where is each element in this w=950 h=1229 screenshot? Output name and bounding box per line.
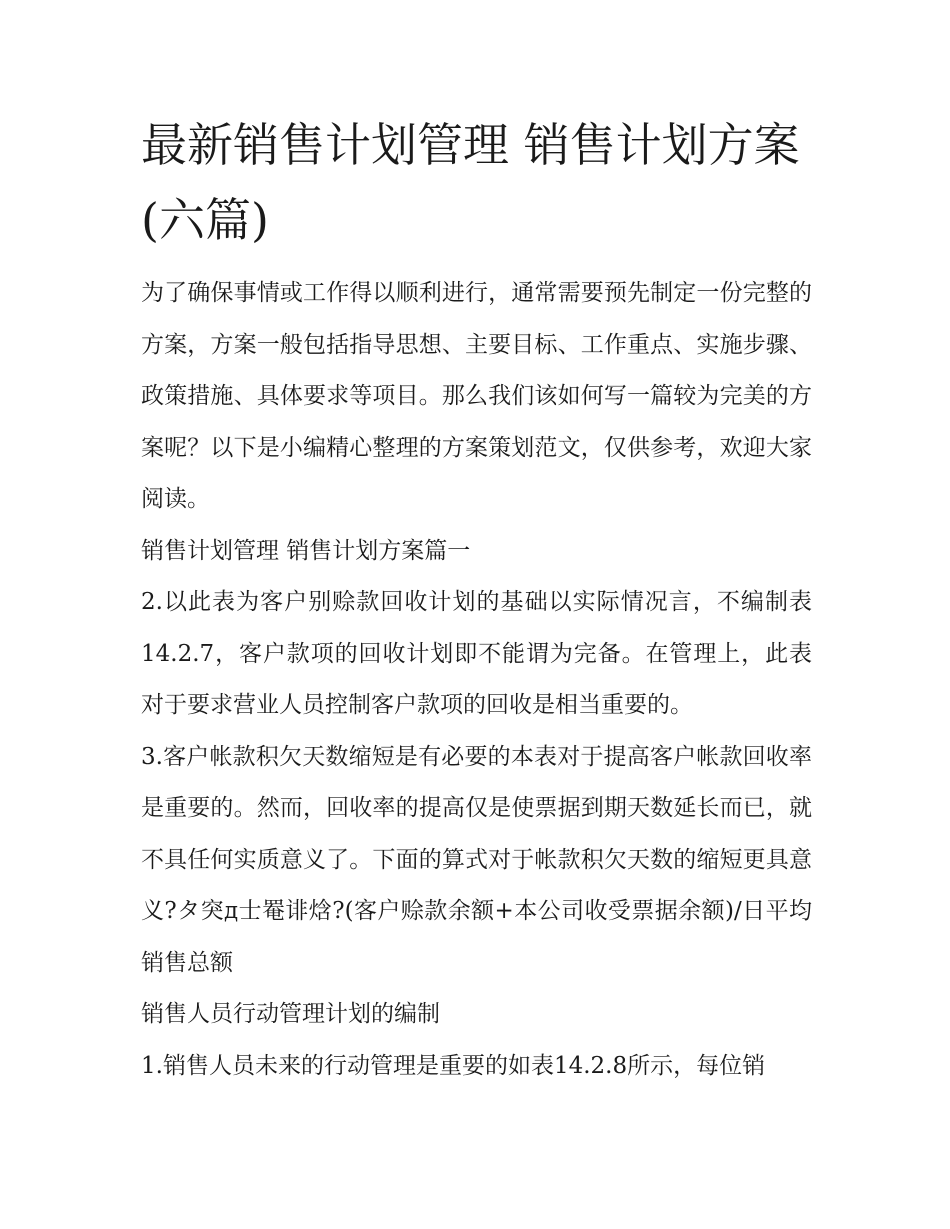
intro-paragraph: 为了确保事情或工作得以顺利进行，通常需要预先制定一份完整的方案，方案一般包括指导思想、主要目标、工作重点、实施步骤、政策措施、具体要求等项目。那么我们该如何写一篇较为完美的方案呢？以下是小编精心整理的方案策划范文，仅供参考，欢迎大家阅读。	[141, 280, 812, 512]
document-title: 最新销售计划管理 销售计划方案(六篇)	[141, 118, 800, 247]
paragraph-item-1: 1.销售人员未来的行动管理是重要的如表14.2.8所示，每位销	[141, 1052, 766, 1079]
section-heading-1: 销售计划管理 销售计划方案篇一	[141, 537, 471, 564]
section-heading-2: 销售人员行动管理计划的编制	[141, 1001, 440, 1027]
paragraph-item-2: 2.以此表为客户别赊款回收计划的基础以实际情况言，不编制表14.2.7，客户款项的回收计划即不能谓为完备。在管理上，此表对于要求营业人员控制客户款项的回收是相当重要的。	[141, 589, 812, 718]
paragraph-item-3: 3.客户帐款积欠天数缩短是有必要的本表对于提高客户帐款回收率是重要的。然而，回收率的提高仅是使票据到期天数延长而已，就不具任何实质意义了。下面的算式对于帐款积欠天数的缩短更具意义?タ突д士罨诽焓?(客户赊款余额+本公司收受票据余额)/日平均销售总额	[141, 743, 812, 976]
